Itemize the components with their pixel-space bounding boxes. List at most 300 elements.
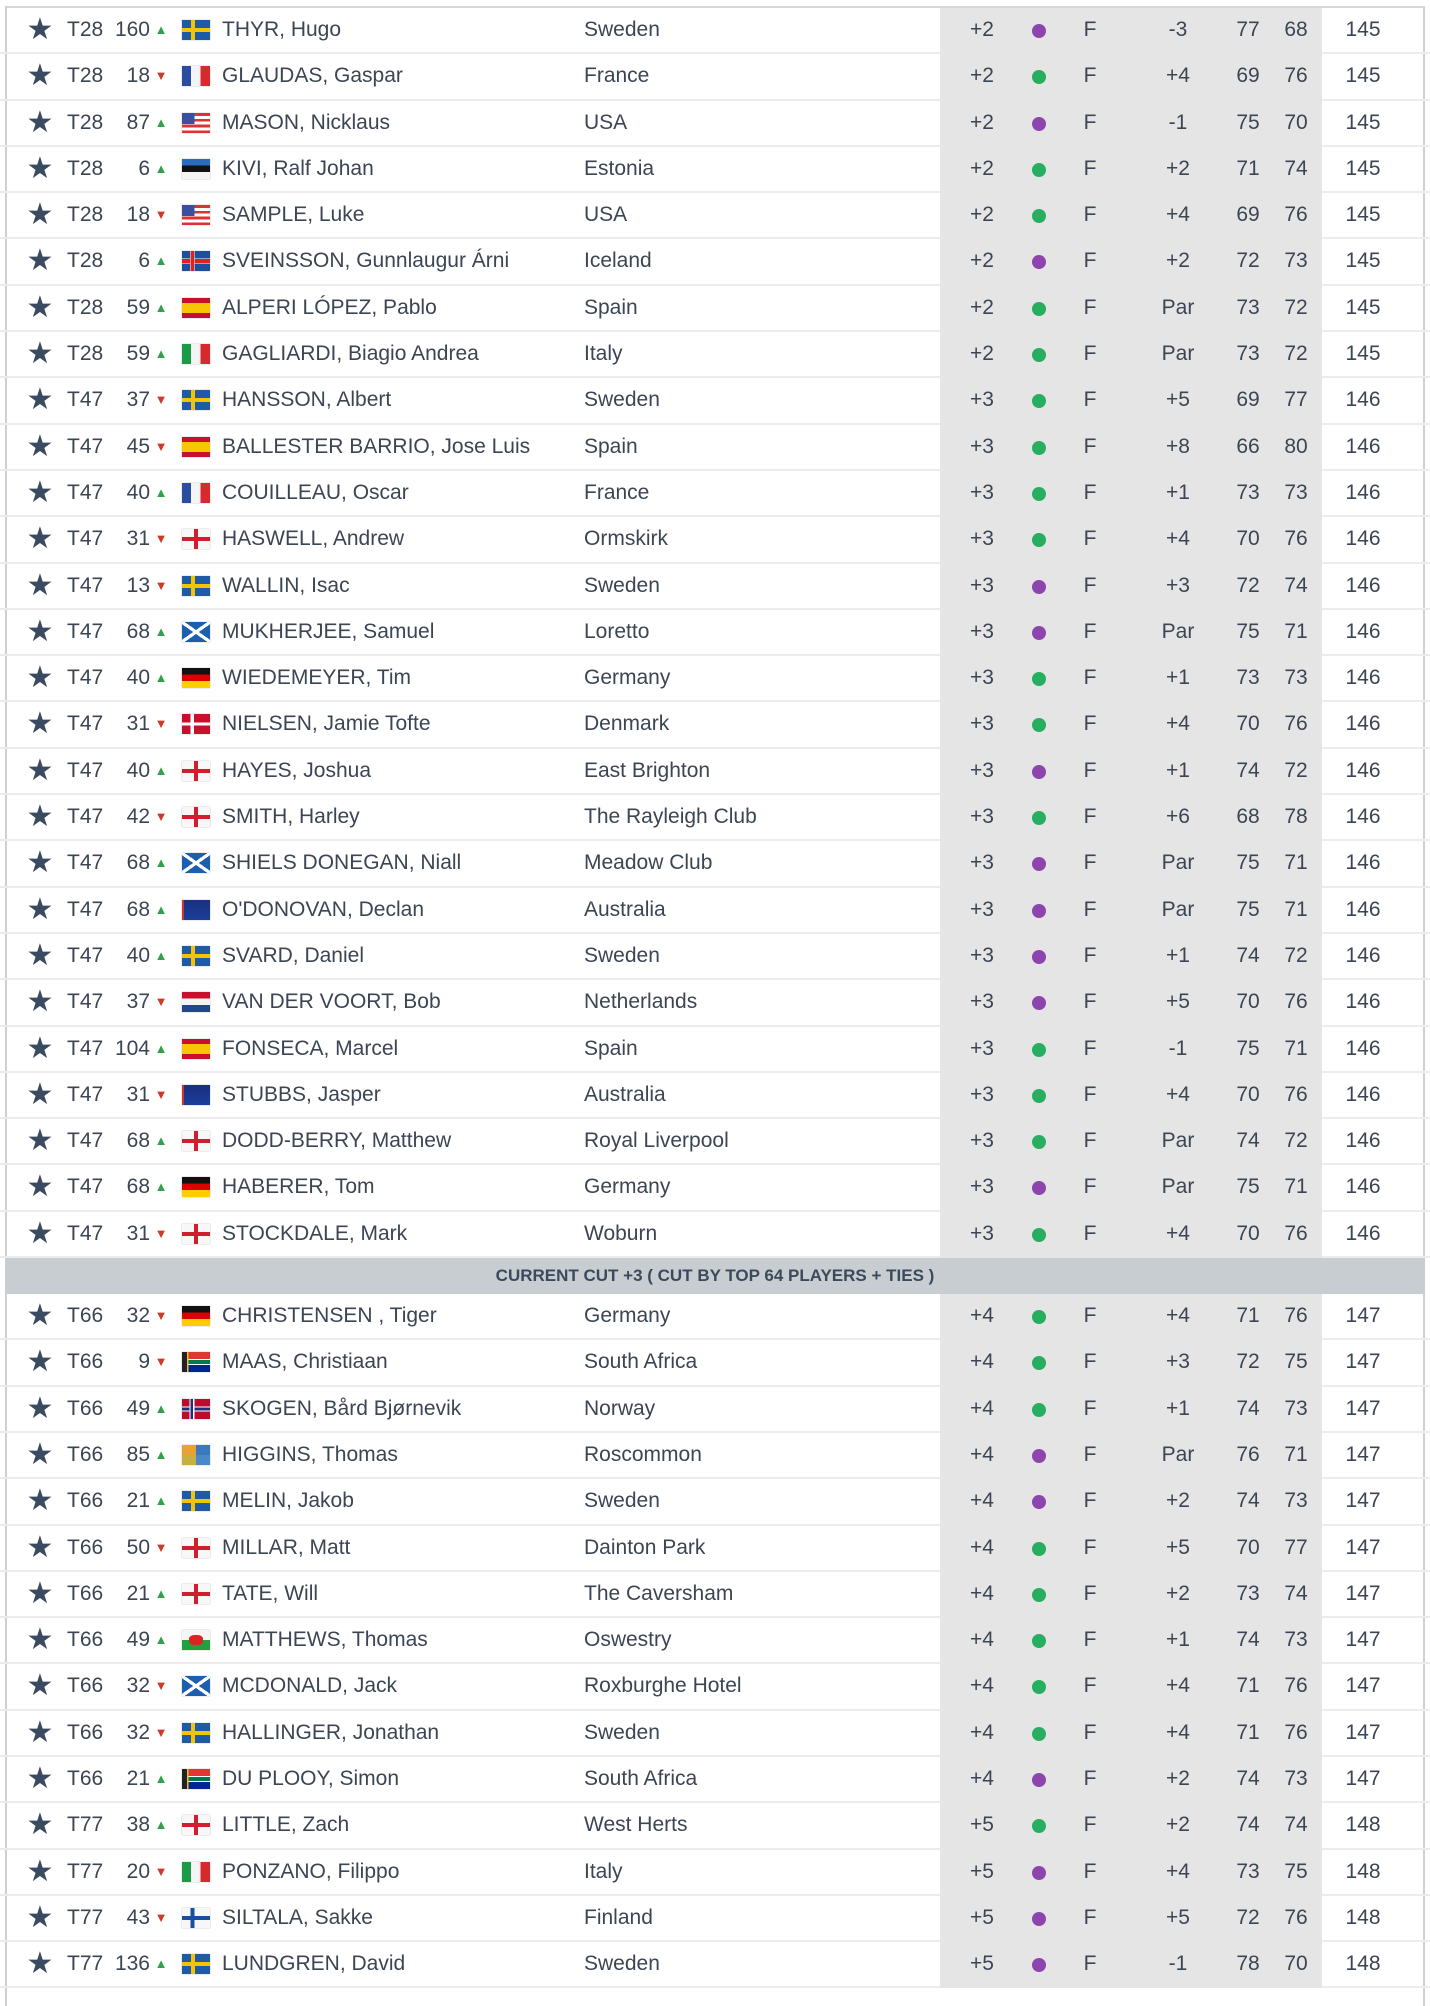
- player-name[interactable]: SVEINSSON, Gunnlaugur Árni: [222, 249, 510, 273]
- today-score: +2: [1166, 249, 1190, 273]
- position: T66: [67, 1396, 104, 1420]
- flag-icon: [182, 807, 210, 827]
- player-row[interactable]: [0, 425, 1430, 471]
- aggregate-score: 146: [1345, 1175, 1381, 1199]
- tee-indicator-dot-icon: [1032, 302, 1046, 316]
- player-club: France: [584, 64, 650, 88]
- player-club: Meadow Club: [584, 851, 713, 875]
- flag-icon: [182, 1584, 210, 1604]
- player-row[interactable]: [0, 1165, 1430, 1211]
- player-name[interactable]: HANSSON, Albert: [222, 388, 392, 412]
- today-score: +3: [1166, 1350, 1190, 1374]
- total-to-par: +3: [970, 943, 994, 967]
- player-row[interactable]: [0, 1212, 1430, 1258]
- aggregate-score: 146: [1345, 388, 1381, 412]
- star-icon[interactable]: ★: [26, 383, 54, 417]
- player-club: Roscommon: [584, 1442, 702, 1466]
- aggregate-score: 146: [1345, 712, 1381, 736]
- position: T47: [67, 851, 104, 875]
- flag-icon: [182, 1954, 210, 1974]
- player-club: Finland: [584, 1905, 653, 1929]
- star-icon[interactable]: ★: [26, 1216, 54, 1250]
- player-row[interactable]: [0, 378, 1430, 424]
- arrow-up-icon: ▲: [154, 1956, 168, 1972]
- star-icon[interactable]: ★: [26, 522, 54, 556]
- thru: F: [1083, 1175, 1097, 1199]
- player-name[interactable]: HABERER, Tom: [222, 1175, 375, 1199]
- total-to-par: +5: [970, 1813, 994, 1837]
- arrow-down-icon: ▼: [154, 809, 168, 825]
- round-2-score: 76: [1284, 1720, 1308, 1744]
- thru: F: [1083, 1082, 1097, 1106]
- thru: F: [1083, 1674, 1097, 1698]
- player-name[interactable]: CHRISTENSEN , Tiger: [222, 1304, 437, 1328]
- thru: F: [1083, 943, 1097, 967]
- star-icon[interactable]: ★: [26, 1576, 54, 1610]
- player-name[interactable]: PONZANO, Filippo: [222, 1859, 400, 1883]
- position: T47: [67, 805, 104, 829]
- round-2-score: 74: [1284, 156, 1308, 180]
- player-name[interactable]: BALLESTER BARRIO, Jose Luis: [222, 434, 531, 458]
- position: T47: [67, 897, 104, 921]
- round-2-score: 73: [1284, 1766, 1308, 1790]
- star-icon[interactable]: ★: [26, 1854, 54, 1888]
- round-1-score: 73: [1236, 480, 1260, 504]
- player-name[interactable]: GLAUDAS, Gaspar: [222, 64, 403, 88]
- total-to-par: +2: [970, 249, 994, 273]
- arrow-up-icon: ▲: [154, 253, 168, 269]
- thru: F: [1083, 712, 1097, 736]
- position-movement: 87: [126, 110, 150, 134]
- player-name[interactable]: TATE, Will: [222, 1581, 319, 1605]
- today-score: +4: [1166, 1082, 1190, 1106]
- star-icon[interactable]: ★: [26, 707, 54, 741]
- player-name[interactable]: STOCKDALE, Mark: [222, 1221, 408, 1245]
- player-name[interactable]: WALLIN, Isac: [222, 573, 350, 597]
- round-1-score: 74: [1236, 1766, 1260, 1790]
- round-1-score: 75: [1236, 851, 1260, 875]
- today-score: +4: [1166, 527, 1190, 551]
- total-to-par: +2: [970, 295, 994, 319]
- player-name[interactable]: GAGLIARDI, Biagio Andrea: [222, 342, 479, 366]
- player-name[interactable]: SAMPLE, Luke: [222, 203, 365, 227]
- round-1-score: 68: [1236, 805, 1260, 829]
- flag-icon: [182, 1131, 210, 1151]
- flag-icon: [182, 946, 210, 966]
- player-row[interactable]: [0, 1526, 1430, 1572]
- arrow-down-icon: ▼: [154, 531, 168, 547]
- player-row[interactable]: [0, 1803, 1430, 1849]
- player-row[interactable]: [0, 1073, 1430, 1119]
- thru: F: [1083, 388, 1097, 412]
- today-score: +2: [1166, 1813, 1190, 1837]
- star-icon[interactable]: ★: [26, 1761, 54, 1795]
- thru: F: [1083, 1129, 1097, 1153]
- player-name[interactable]: NIELSEN, Jamie Tofte: [222, 712, 431, 736]
- round-2-score: 76: [1284, 527, 1308, 551]
- thru: F: [1083, 1535, 1097, 1559]
- flag-icon: [182, 251, 210, 271]
- thru: F: [1083, 1813, 1097, 1837]
- player-name[interactable]: SILTALA, Sakke: [222, 1905, 373, 1929]
- star-icon[interactable]: ★: [26, 985, 54, 1019]
- total-to-par: +3: [970, 851, 994, 875]
- player-name[interactable]: HALLINGER, Jonathan: [222, 1720, 440, 1744]
- arrow-up-icon: ▲: [154, 762, 168, 778]
- player-name[interactable]: COUILLEAU, Oscar: [222, 480, 409, 504]
- thru: F: [1083, 1304, 1097, 1328]
- round-2-score: 72: [1284, 295, 1308, 319]
- arrow-down-icon: ▼: [154, 438, 168, 454]
- position-movement: 160: [114, 18, 150, 41]
- arrow-up-icon: ▲: [154, 346, 168, 362]
- total-to-par: +2: [970, 156, 994, 180]
- aggregate-score: 146: [1345, 480, 1381, 504]
- player-row[interactable]: [0, 1572, 1430, 1618]
- player-row[interactable]: [0, 1027, 1430, 1073]
- player-name[interactable]: SHIELS DONEGAN, Niall: [222, 851, 462, 875]
- player-row[interactable]: [0, 1340, 1430, 1386]
- thru: F: [1083, 18, 1097, 41]
- flag-icon: [182, 900, 210, 920]
- star-icon[interactable]: ★: [26, 846, 54, 880]
- player-row[interactable]: [0, 1479, 1430, 1525]
- star-icon[interactable]: ★: [26, 661, 54, 695]
- aggregate-score: 146: [1345, 573, 1381, 597]
- position: T28: [67, 249, 104, 273]
- player-row[interactable]: [0, 147, 1430, 193]
- star-icon[interactable]: ★: [26, 1808, 54, 1842]
- player-row[interactable]: [0, 286, 1430, 332]
- player-name[interactable]: DU PLOOY, Simon: [222, 1766, 400, 1790]
- position: T77: [67, 1952, 104, 1976]
- today-score: +4: [1166, 1859, 1190, 1883]
- player-row[interactable]: [0, 564, 1430, 610]
- player-name[interactable]: MATTHEWS, Thomas: [222, 1628, 428, 1652]
- round-2-score: 71: [1284, 619, 1308, 643]
- star-icon[interactable]: ★: [26, 1669, 54, 1703]
- aggregate-score: 146: [1345, 990, 1381, 1014]
- star-icon[interactable]: ★: [26, 800, 54, 834]
- player-name[interactable]: MASON, Nicklaus: [222, 110, 391, 134]
- aggregate-score: 146: [1345, 434, 1381, 458]
- thru: F: [1083, 295, 1097, 319]
- star-icon[interactable]: ★: [26, 429, 54, 463]
- position-movement: 42: [126, 805, 150, 829]
- thru: F: [1083, 990, 1097, 1014]
- position: T28: [67, 64, 104, 88]
- star-icon[interactable]: ★: [26, 568, 54, 602]
- player-row[interactable]: [0, 1942, 1430, 1988]
- position-movement: 59: [126, 295, 150, 319]
- today-score: +4: [1166, 203, 1190, 227]
- star-icon[interactable]: ★: [26, 1299, 54, 1333]
- player-name[interactable]: MUKHERJEE, Samuel: [222, 619, 435, 643]
- thru: F: [1083, 434, 1097, 458]
- today-score: +6: [1166, 805, 1190, 829]
- star-icon[interactable]: ★: [26, 1124, 54, 1158]
- flag-icon: [182, 1224, 210, 1244]
- position: T66: [67, 1489, 104, 1513]
- position: T47: [67, 758, 104, 782]
- today-score: +5: [1166, 1905, 1190, 1929]
- round-1-score: 78: [1236, 1952, 1260, 1976]
- total-to-par: +3: [970, 897, 994, 921]
- player-row[interactable]: [0, 1119, 1430, 1165]
- round-1-score: 71: [1236, 1674, 1260, 1698]
- aggregate-score: 145: [1345, 64, 1381, 88]
- star-icon[interactable]: ★: [26, 151, 54, 185]
- flag-icon: [182, 1039, 210, 1059]
- round-1-score: 70: [1236, 1535, 1260, 1559]
- round-2-score: 71: [1284, 1036, 1308, 1060]
- player-row[interactable]: [0, 795, 1430, 841]
- arrow-up-icon: ▲: [154, 1133, 168, 1149]
- aggregate-score: 146: [1345, 527, 1381, 551]
- tee-indicator-dot-icon: [1032, 765, 1046, 779]
- today-score: Par: [1161, 619, 1195, 643]
- player-name[interactable]: MCDONALD, Jack: [222, 1674, 398, 1698]
- tee-indicator-dot-icon: [1032, 1310, 1046, 1324]
- star-icon[interactable]: ★: [26, 1077, 54, 1111]
- today-score: Par: [1161, 295, 1195, 319]
- round-1-score: 77: [1236, 18, 1260, 41]
- player-club: Sweden: [584, 573, 660, 597]
- arrow-up-icon: ▲: [154, 1585, 168, 1601]
- player-row[interactable]: [0, 1664, 1430, 1710]
- aggregate-score: 145: [1345, 342, 1381, 366]
- total-to-par: +4: [970, 1442, 994, 1466]
- star-icon[interactable]: ★: [26, 290, 54, 324]
- player-row[interactable]: [0, 1294, 1430, 1340]
- player-name[interactable]: STUBBS, Jasper: [222, 1082, 381, 1106]
- thru: F: [1083, 480, 1097, 504]
- player-row[interactable]: [0, 101, 1430, 147]
- player-row[interactable]: [0, 1711, 1430, 1757]
- position-movement: 59: [126, 342, 150, 366]
- player-name[interactable]: SMITH, Harley: [222, 805, 360, 829]
- player-row[interactable]: [0, 610, 1430, 656]
- round-1-score: 74: [1236, 1396, 1260, 1420]
- star-icon[interactable]: ★: [26, 1947, 54, 1981]
- flag-icon: [182, 1491, 210, 1511]
- player-name[interactable]: FONSECA, Marcel: [222, 1036, 399, 1060]
- position: T66: [67, 1535, 104, 1559]
- player-name[interactable]: WIEDEMEYER, Tim: [222, 666, 412, 690]
- tee-indicator-dot-icon: [1032, 1403, 1046, 1417]
- thru: F: [1083, 527, 1097, 551]
- round-1-score: 74: [1236, 758, 1260, 782]
- today-score: Par: [1161, 1129, 1195, 1153]
- star-icon[interactable]: ★: [26, 1031, 54, 1065]
- star-icon[interactable]: ★: [26, 1623, 54, 1657]
- aggregate-score: 147: [1345, 1350, 1381, 1374]
- thru: F: [1083, 342, 1097, 366]
- aggregate-score: 145: [1345, 249, 1381, 273]
- player-row[interactable]: [0, 517, 1430, 563]
- player-row[interactable]: [0, 934, 1430, 980]
- tee-indicator-dot-icon: [1032, 1912, 1046, 1926]
- player-club: Australia: [584, 1082, 666, 1106]
- star-icon[interactable]: ★: [26, 1391, 54, 1425]
- position: T66: [67, 1350, 104, 1374]
- star-icon[interactable]: ★: [26, 892, 54, 926]
- position-movement: 49: [126, 1628, 150, 1652]
- player-row[interactable]: [0, 1433, 1430, 1479]
- player-row[interactable]: [0, 1896, 1430, 1942]
- position: T47: [67, 712, 104, 736]
- round-2-score: 76: [1284, 712, 1308, 736]
- today-score: +1: [1166, 758, 1190, 782]
- star-icon[interactable]: ★: [26, 1170, 54, 1204]
- player-name[interactable]: MELIN, Jakob: [222, 1489, 354, 1513]
- tee-indicator-dot-icon: [1032, 1866, 1046, 1880]
- today-score: +2: [1166, 1766, 1190, 1790]
- player-name[interactable]: THYR, Hugo: [222, 18, 342, 41]
- player-name[interactable]: O'DONOVAN, Declan: [222, 897, 425, 921]
- aggregate-score: 145: [1345, 203, 1381, 227]
- player-club: Germany: [584, 1304, 671, 1328]
- player-row[interactable]: [0, 656, 1430, 702]
- position: T28: [67, 110, 104, 134]
- player-row[interactable]: [0, 1387, 1430, 1433]
- player-name[interactable]: VAN DER VOORT, Bob: [222, 990, 441, 1014]
- star-icon[interactable]: ★: [26, 105, 54, 139]
- total-to-par: +2: [970, 203, 994, 227]
- position-movement: 9: [138, 1350, 150, 1374]
- flag-icon: [182, 344, 210, 364]
- position: T47: [67, 619, 104, 643]
- position: T66: [67, 1766, 104, 1790]
- star-icon[interactable]: ★: [26, 1345, 54, 1379]
- player-row[interactable]: [0, 1618, 1430, 1664]
- player-name[interactable]: LUNDGREN, David: [222, 1952, 406, 1976]
- position-movement: 40: [126, 666, 150, 690]
- star-icon[interactable]: ★: [26, 1484, 54, 1518]
- star-icon[interactable]: ★: [26, 1900, 54, 1934]
- round-2-score: 72: [1284, 1129, 1308, 1153]
- aggregate-score: 145: [1345, 110, 1381, 134]
- player-name[interactable]: DODD-BERRY, Matthew: [222, 1129, 452, 1153]
- tee-indicator-dot-icon: [1032, 1043, 1046, 1057]
- player-row[interactable]: [0, 702, 1430, 748]
- flag-icon: [182, 622, 210, 642]
- flag-icon: [182, 1862, 210, 1882]
- thru: F: [1083, 897, 1097, 921]
- thru: F: [1083, 1720, 1097, 1744]
- player-club: Sweden: [584, 1489, 660, 1513]
- tee-indicator-dot-icon: [1032, 950, 1046, 964]
- star-icon[interactable]: ★: [26, 337, 54, 371]
- aggregate-score: 148: [1345, 1905, 1381, 1929]
- player-row[interactable]: [0, 1850, 1430, 1896]
- round-2-score: 73: [1284, 1628, 1308, 1652]
- flag-icon: [182, 853, 210, 873]
- thru: F: [1083, 1442, 1097, 1466]
- player-name[interactable]: SVARD, Daniel: [222, 943, 364, 967]
- player-club: East Brighton: [584, 758, 711, 782]
- round-1-score: 76: [1236, 1442, 1260, 1466]
- player-name[interactable]: MILLAR, Matt: [222, 1535, 351, 1559]
- today-score: +4: [1166, 1674, 1190, 1698]
- position-movement: 40: [126, 758, 150, 782]
- player-row[interactable]: [0, 54, 1430, 100]
- today-score: +1: [1166, 1396, 1190, 1420]
- star-icon[interactable]: ★: [26, 1437, 54, 1471]
- flag-icon: [182, 1769, 210, 1789]
- position-movement: 31: [126, 712, 150, 736]
- star-icon[interactable]: ★: [26, 244, 54, 278]
- player-row[interactable]: [0, 841, 1430, 887]
- round-1-score: 74: [1236, 1489, 1260, 1513]
- arrow-up-icon: ▲: [154, 1770, 168, 1786]
- star-icon[interactable]: ★: [26, 938, 54, 972]
- flag-icon: [182, 437, 210, 457]
- player-name[interactable]: HIGGINS, Thomas: [222, 1442, 398, 1466]
- player-row[interactable]: [0, 193, 1430, 239]
- aggregate-score: 147: [1345, 1442, 1381, 1466]
- flag-icon: [182, 714, 210, 734]
- star-icon[interactable]: ★: [26, 753, 54, 787]
- round-1-score: 70: [1236, 712, 1260, 736]
- position-movement: 40: [126, 943, 150, 967]
- star-icon[interactable]: ★: [26, 59, 54, 93]
- player-row[interactable]: [0, 749, 1430, 795]
- position-movement: 40: [126, 480, 150, 504]
- tee-indicator-dot-icon: [1032, 1634, 1046, 1648]
- star-icon[interactable]: ★: [26, 198, 54, 232]
- player-name[interactable]: HASWELL, Andrew: [222, 527, 405, 551]
- thru: F: [1083, 573, 1097, 597]
- star-icon[interactable]: ★: [26, 614, 54, 648]
- player-name[interactable]: MAAS, Christiaan: [222, 1350, 388, 1374]
- player-row[interactable]: [0, 980, 1430, 1026]
- star-icon[interactable]: ★: [26, 1530, 54, 1564]
- position-movement: 32: [126, 1674, 150, 1698]
- arrow-down-icon: ▼: [154, 1539, 168, 1555]
- round-1-score: 74: [1236, 1628, 1260, 1652]
- player-row[interactable]: [0, 471, 1430, 517]
- player-name[interactable]: SKOGEN, Bård Bjørnevik: [222, 1396, 462, 1420]
- star-icon[interactable]: ★: [26, 1715, 54, 1749]
- tee-indicator-dot-icon: [1032, 348, 1046, 362]
- position: T47: [67, 527, 104, 551]
- arrow-down-icon: ▼: [154, 207, 168, 223]
- arrow-down-icon: ▼: [154, 994, 168, 1010]
- thru: F: [1083, 1952, 1097, 1976]
- player-row[interactable]: [0, 1757, 1430, 1803]
- player-row[interactable]: [0, 8, 1430, 54]
- round-1-score: 72: [1236, 249, 1260, 273]
- player-name[interactable]: HAYES, Joshua: [222, 758, 372, 782]
- position-movement: 21: [126, 1581, 150, 1605]
- total-to-par: +3: [970, 1082, 994, 1106]
- round-2-score: 71: [1284, 897, 1308, 921]
- flag-icon: [182, 992, 210, 1012]
- player-row[interactable]: [0, 239, 1430, 285]
- total-to-par: +3: [970, 573, 994, 597]
- players-below-cut: [0, 1294, 1430, 1988]
- player-name[interactable]: ALPERI LÓPEZ, Pablo: [222, 295, 437, 319]
- player-name[interactable]: KIVI, Ralf Johan: [222, 156, 374, 180]
- total-to-par: +4: [970, 1674, 994, 1698]
- star-icon[interactable]: ★: [26, 13, 54, 46]
- player-name[interactable]: LITTLE, Zach: [222, 1813, 350, 1837]
- star-icon[interactable]: ★: [26, 475, 54, 509]
- player-row[interactable]: [0, 888, 1430, 934]
- arrow-down-icon: ▼: [154, 577, 168, 593]
- player-row[interactable]: [0, 332, 1430, 378]
